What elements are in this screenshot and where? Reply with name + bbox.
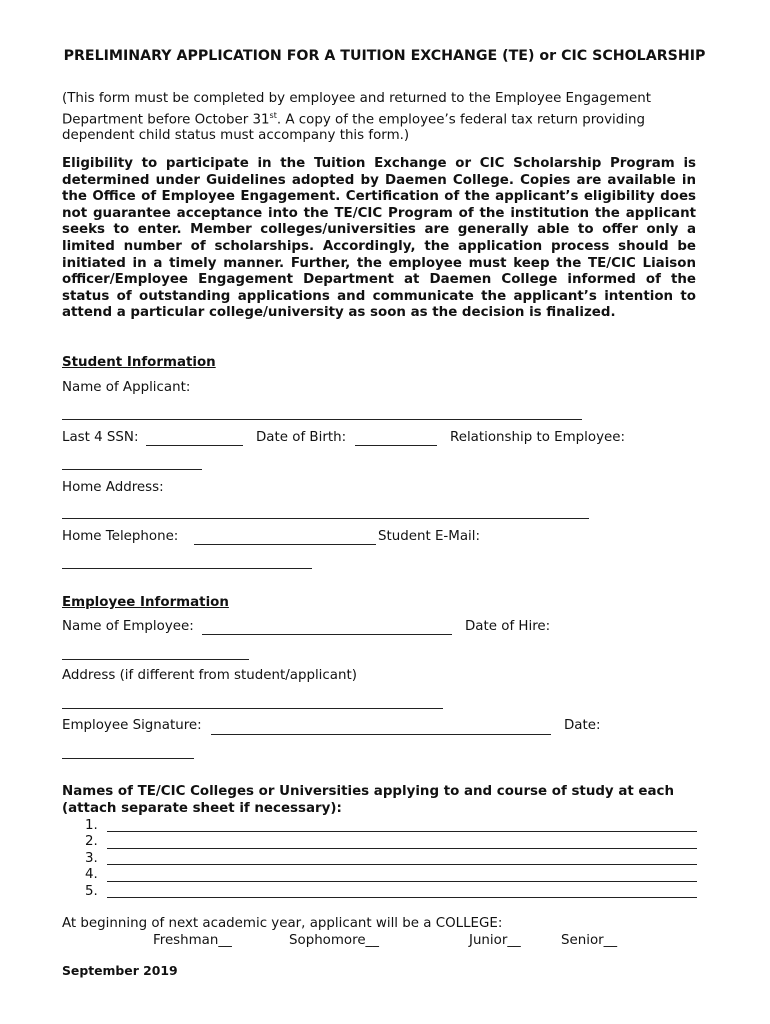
intro-superscript: st — [269, 110, 277, 120]
option-senior[interactable]: Senior__ — [561, 933, 618, 948]
college-number-2: 2. — [85, 834, 98, 849]
colleges-heading-line2: (attach separate sheet if necessary): — [62, 801, 342, 816]
dob-field[interactable] — [355, 445, 437, 446]
college-number-4: 4. — [85, 867, 98, 882]
employee-heading: Employee Information — [62, 595, 229, 610]
student-email-field[interactable] — [62, 568, 312, 569]
college-number-3: 3. — [85, 851, 98, 866]
home-telephone-field[interactable] — [194, 544, 376, 545]
option-junior[interactable]: Junior__ — [469, 933, 521, 948]
signature-date-label: Date: — [564, 718, 601, 733]
colleges-heading-line1: Names of TE/CIC Colleges or Universities applying to and course of study at each — [62, 784, 675, 799]
home-address-label: Home Address: — [62, 480, 164, 495]
employee-signature-field[interactable] — [211, 734, 551, 735]
dob-label: Date of Birth: — [256, 430, 347, 445]
option-freshman[interactable]: Freshman__ — [153, 933, 232, 948]
hire-date-label: Date of Hire: — [465, 619, 551, 634]
college-field-4[interactable] — [107, 881, 697, 882]
intro-text-2: . A copy of the employee’s federal tax return providing dependent child status must accompany this form.) — [62, 111, 645, 144]
home-address-field[interactable] — [62, 518, 589, 519]
hire-date-field[interactable] — [62, 659, 249, 660]
college-number-1: 1. — [85, 818, 98, 833]
ssn-label: Last 4 SSN: — [62, 430, 139, 445]
employee-signature-label: Employee Signature: — [62, 718, 202, 733]
employee-address-field[interactable] — [62, 708, 443, 709]
college-field-1[interactable] — [107, 831, 697, 832]
employee-address-label: Address (if different from student/applicant) — [62, 668, 357, 683]
intro-text-1: (This form must be completed by employee and returned to the Employee Engagement Department before October 31 — [62, 91, 651, 127]
relationship-label: Relationship to Employee: — [450, 430, 625, 445]
footer-date: September 2019 — [62, 963, 178, 978]
academic-year-question: At beginning of next academic year, applicant will be a COLLEGE: — [62, 916, 503, 931]
eligibility-paragraph: Eligibility to participate in the Tuition Exchange or CIC Scholarship Program is determined under Guidelines adopted by Daemen College. Copies are available in the Office of Employee Engagement. Certification of the applicant’s eligibility does not guarantee acceptance into the TE/CIC Program of the institution the applicant seeks to enter. Member colleges/universities are generally able to offer only a limited number of scholarships. Accordingly, the application process should be initiated in a timely manner. Further, the employee must keep the TE/CIC Liaison officer/Employee Engagement Department at Daemen College informed of the status of outstanding applications and communicate the applicant’s intention to attend a particular college/university as soon as the decision is finalized. — [62, 156, 696, 321]
signature-date-field[interactable] — [62, 758, 194, 759]
option-sophomore[interactable]: Sophomore__ — [289, 933, 379, 948]
employee-name-label: Name of Employee: — [62, 619, 194, 634]
home-telephone-label: Home Telephone: — [62, 529, 179, 544]
college-field-5[interactable] — [107, 897, 697, 898]
college-field-2[interactable] — [107, 848, 697, 849]
student-heading: Student Information — [62, 355, 216, 370]
ssn-field[interactable] — [146, 445, 243, 446]
form-title: PRELIMINARY APPLICATION FOR A TUITION EXCHANGE (TE) or CIC SCHOLARSHIP — [63, 48, 706, 64]
student-email-label: Student E-Mail: — [378, 529, 480, 544]
college-field-3[interactable] — [107, 864, 697, 865]
applicant-name-label: Name of Applicant: — [62, 380, 191, 395]
college-number-5: 5. — [85, 884, 98, 899]
applicant-name-field[interactable] — [62, 419, 582, 420]
employee-name-field[interactable] — [202, 634, 452, 635]
intro-note — [62, 91, 702, 145]
relationship-field[interactable] — [62, 469, 202, 470]
